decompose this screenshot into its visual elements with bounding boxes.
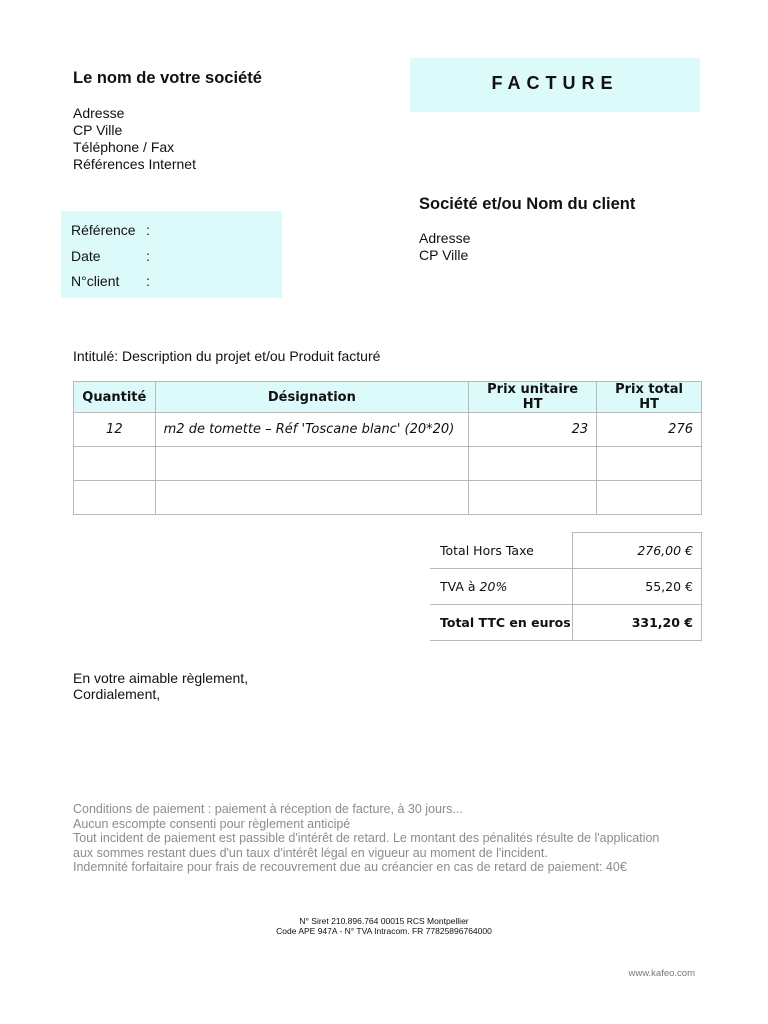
company-phone-line: Téléphone / Fax xyxy=(73,139,175,155)
closing-line: En votre aimable règlement, xyxy=(73,670,249,686)
website-link[interactable]: www.kafeo.com xyxy=(628,968,695,979)
closing-line: Cordialement, xyxy=(73,686,161,702)
tva-rate: 20% xyxy=(479,579,508,594)
closing-text xyxy=(73,670,248,702)
cell-quantity: 12 xyxy=(74,413,156,447)
condition-line: Aucun escompte consenti pour règlement anticipé xyxy=(73,816,351,831)
total-ttc-row xyxy=(430,605,702,641)
header-unit-price: Prix unitaire HT xyxy=(469,382,597,413)
condition-line: aux sommes restant dues d'un taux d'intérêt légal en vigueur au moment de l'incident. xyxy=(73,845,548,860)
reference-block xyxy=(61,211,282,298)
document-title: FACTURE xyxy=(491,73,619,93)
tva-label-text: TVA à xyxy=(440,579,480,594)
tva-value: 55,20 € xyxy=(573,569,702,605)
header-total-price: Prix total HT xyxy=(597,382,702,413)
facture-title-box xyxy=(410,58,700,112)
condition-line: Indemnité forfaitaire pour frais de recouvrement due au créancier en cas de retard de paiement: 40€ xyxy=(73,860,627,874)
date-label: Date xyxy=(71,248,101,264)
ape-line: Code APE 947A - N° TVA Intracom. FR 77825896764000 xyxy=(276,926,492,936)
cell-quantity xyxy=(74,447,156,481)
cell-designation xyxy=(155,447,468,481)
client-number-label: N°client xyxy=(71,273,120,289)
company-name: Le nom de votre société xyxy=(73,69,262,87)
company-city-line: CP Ville xyxy=(73,122,123,138)
total-ht-value: 276,00 € xyxy=(573,533,702,569)
total-ttc-value: 331,20 € xyxy=(573,605,702,641)
tva-row xyxy=(430,569,702,605)
cell-unit-price xyxy=(469,447,597,481)
legal-footer xyxy=(0,916,768,936)
client-address-line: Adresse xyxy=(419,230,471,246)
invoice-subject: Intitulé: Description du projet et/ou Produit facturé xyxy=(73,348,381,364)
cell-quantity xyxy=(74,481,156,515)
company-address xyxy=(73,105,196,173)
client-city-line: CP Ville xyxy=(419,247,469,263)
cell-designation: m2 de tomette – Réf 'Toscane blanc' (20*20) xyxy=(155,413,468,447)
items-table xyxy=(73,381,702,515)
cell-unit-price xyxy=(469,481,597,515)
totals-table xyxy=(430,532,702,641)
reference-row xyxy=(71,222,150,238)
tva-label xyxy=(430,569,573,605)
table-row xyxy=(74,447,702,481)
date-separator: : xyxy=(146,248,150,264)
total-ht-label: Total Hors Taxe xyxy=(430,533,573,569)
cell-total-price xyxy=(597,481,702,515)
client-number-row xyxy=(71,273,150,289)
total-ht-row xyxy=(430,533,702,569)
header-designation: Désignation xyxy=(155,382,468,413)
client-number-separator: : xyxy=(146,273,150,289)
company-web-line: Références Internet xyxy=(73,156,196,172)
date-row xyxy=(71,248,150,264)
siret-line: N° Siret 210.896.764 00015 RCS Montpellier xyxy=(299,916,469,926)
cell-total-price xyxy=(597,447,702,481)
client-address xyxy=(419,230,470,264)
cell-unit-price: 23 xyxy=(469,413,597,447)
client-name: Société et/ou Nom du client xyxy=(419,195,636,213)
reference-label: Référence xyxy=(71,222,136,238)
table-row xyxy=(74,413,702,447)
company-address-line: Adresse xyxy=(73,105,125,121)
items-header-row xyxy=(74,382,702,413)
cell-designation xyxy=(155,481,468,515)
condition-line: Tout incident de paiement est passible d'intérêt de retard. Le montant des pénalités résulte de l'application xyxy=(73,831,660,845)
reference-separator: : xyxy=(146,222,150,238)
cell-total-price: 276 xyxy=(597,413,702,447)
table-row xyxy=(74,481,702,515)
condition-line: Conditions de paiement : paiement à réception de facture, à 30 jours... xyxy=(73,802,463,816)
payment-conditions xyxy=(73,802,713,875)
header-quantity: Quantité xyxy=(74,382,156,413)
total-ttc-label: Total TTC en euros xyxy=(430,605,573,641)
